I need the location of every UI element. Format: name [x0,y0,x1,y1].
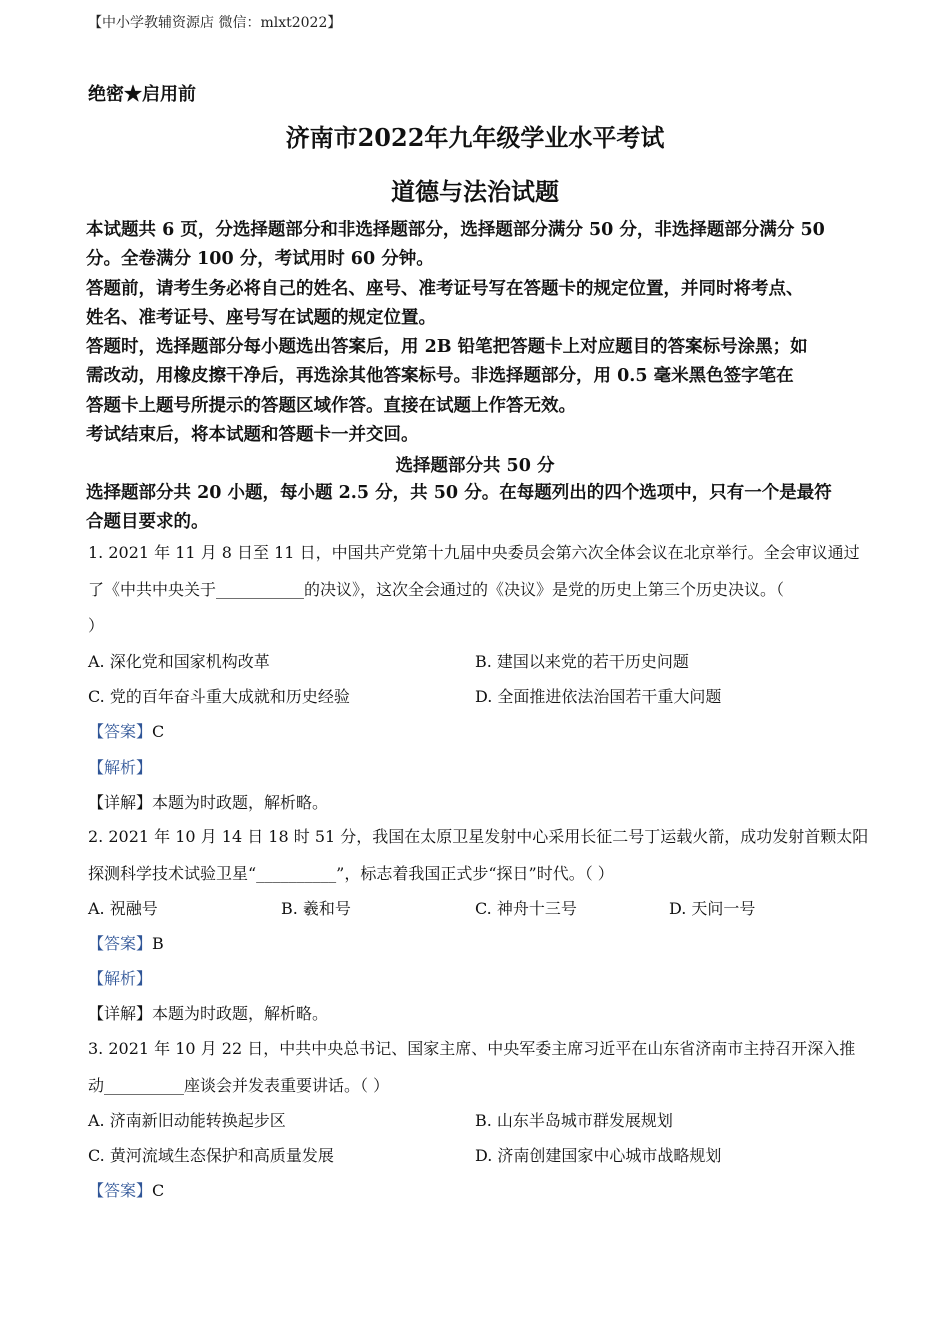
instruction-line: 本试题共 6 页，分选择题部分和非选择题部分，选择题部分满分 50 分，非选择题部分满分 50 [86,220,825,240]
question-1-text: 了《中共中央关于___________的决议》，这次全会通过的《决议》是党的历史上第三个历史决议。（ [88,580,785,599]
q1-answer [88,719,164,742]
q1-option-a: A. 深化党和国家机构改革 [88,652,270,671]
instruction-line: 答题卡上题号所提示的答题区域作答。直接在试题上作答无效。 [86,396,576,416]
question-1-text: ） [88,616,105,635]
q1-option-d: D. 全面推进依法治国若干重大问题 [475,687,722,706]
answer-value: C [152,1181,165,1200]
q1-option-c: C. 党的百年奋斗重大成就和历史经验 [88,687,350,706]
instruction-line: 需改动，用橡皮擦干净后，再选涂其他答案标号。非选择题部分，用 0.5 毫米黑色签字笔在 [86,366,794,386]
confidential-label: 绝密★启用前 [88,84,196,105]
q1-detail [88,790,328,813]
section-description: 选择题部分共 20 小题，每小题 2.5 分，共 50 分。在每题列出的四个选项中，只有一个是最符 [86,483,832,503]
detail-label: 【详解】 [88,1004,153,1023]
q2-answer [88,931,164,954]
question-2-text: 探测科学技术试验卫星“__________”，标志着我国正式步“探日”时代。（ ） [88,864,614,883]
instruction-line: 考试结束后，将本试题和答题卡一并交回。 [86,425,419,445]
q2-option-c: C. 神舟十三号 [475,899,577,918]
section-title: 选择题部分共 50 分 [395,456,555,476]
instruction-line: 答题时，选择题部分每小题选出答案后，用 2B 铅笔把答题卡上对应题目的答案标号涂黑；如 [86,337,808,357]
answer-value: B [152,934,164,953]
answer-label: 【答案】 [88,1181,153,1200]
q1-option-b: B. 建国以来党的若干历史问题 [475,652,689,671]
q3-option-a: A. 济南新旧动能转换起步区 [88,1111,286,1130]
answer-label: 【答案】 [88,934,153,953]
question-3-text: 动__________座谈会并发表重要讲话。（ ） [88,1076,390,1095]
answer-label: 【答案】 [88,722,153,741]
instruction-line: 分。全卷满分 100 分，考试用时 60 分钟。 [86,249,434,269]
q2-analysis-label: 【解析】 [88,969,153,988]
q1-analysis-label: 【解析】 [88,758,153,777]
detail-text: 本题为时政题，解析略。 [152,1004,329,1023]
instruction-line: 答题前，请考生务必将自己的姓名、座号、准考证号写在答题卡的规定位置，并同时将考点、 [86,279,804,299]
q3-answer [88,1178,164,1201]
detail-text: 本题为时政题，解析略。 [152,793,329,812]
page-title: 济南市2022年九年级学业水平考试 [285,123,665,152]
q2-option-b: B. 羲和号 [281,899,351,918]
question-3-text: 3. 2021 年 10 月 22 日，中共中央总书记、国家主席、中央军委主席习近平在山东省济南市主持召开深入推 [88,1039,856,1058]
question-1-text: 1. 2021 年 11 月 8 日至 11 日，中国共产党第十九届中央委员会第六次全体会议在北京举行。全会审议通过 [88,543,860,562]
q2-detail [88,1001,328,1024]
answer-value: C [152,722,165,741]
section-description: 合题目要求的。 [86,512,209,532]
instruction-line: 姓名、准考证号、座号写在试题的规定位置。 [86,308,436,328]
watermark-header: 【中小学教辅资源店 微信：mlxt2022】 [88,15,342,31]
q3-option-b: B. 山东半岛城市群发展规划 [475,1111,673,1130]
page-subtitle: 道德与法治试题 [391,177,559,206]
question-2-text: 2. 2021 年 10 月 14 日 18 时 51 分，我国在太原卫星发射中心采用长征二号丁运载火箭，成功发射首颗太阳 [88,827,869,846]
q3-option-d: D. 济南创建国家中心城市战略规划 [475,1146,722,1165]
detail-label: 【详解】 [88,793,153,812]
q2-option-d: D. 天问一号 [669,899,756,918]
q2-option-a: A. 祝融号 [88,899,158,918]
q3-option-c: C. 黄河流域生态保护和高质量发展 [88,1146,334,1165]
